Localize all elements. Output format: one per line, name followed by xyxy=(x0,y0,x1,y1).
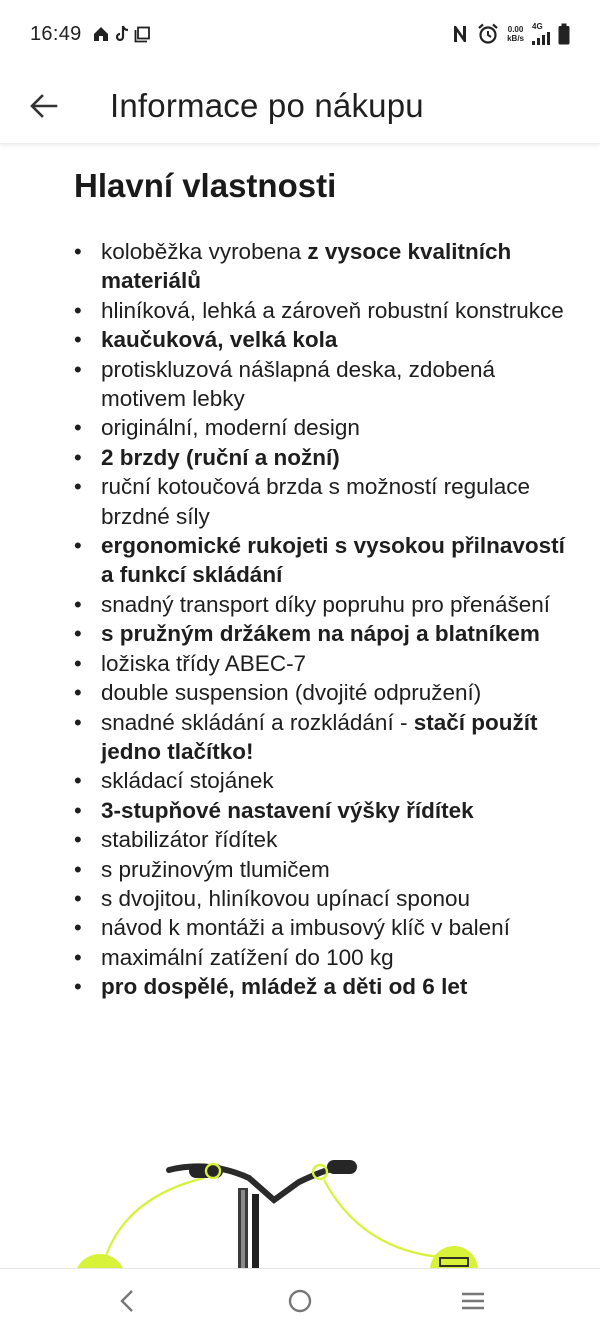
feature-text-bold: 3-stupňové nastavení výšky řídítek xyxy=(101,797,474,823)
feature-item xyxy=(74,325,574,354)
nfc-icon xyxy=(451,24,469,44)
feature-item xyxy=(74,855,574,884)
alarm-icon xyxy=(477,23,499,45)
status-right xyxy=(451,23,570,45)
feature-text-bold: z vysoce kvalitních materiálů xyxy=(101,239,512,294)
feature-text-bold: 2 brzdy (ruční a nožní) xyxy=(101,444,340,470)
feature-item xyxy=(74,237,574,296)
status-time: 16:49 xyxy=(30,22,82,45)
feature-text: ruční kotoučová brzda s možností regulace brzdné síly xyxy=(101,474,530,529)
feature-text: snadné skládání a rozkládání - xyxy=(101,709,414,735)
battery-icon xyxy=(558,23,570,45)
back-button[interactable] xyxy=(14,76,74,136)
status-bar xyxy=(0,0,600,68)
feature-item xyxy=(74,355,574,414)
feature-text: stabilizátor řídítek xyxy=(101,827,278,853)
feature-item xyxy=(74,708,574,767)
feature-item xyxy=(74,649,574,678)
navigation-bar xyxy=(0,1268,600,1333)
feature-item xyxy=(74,943,574,972)
feature-item xyxy=(74,825,574,854)
feature-text: maximální zatížení do 100 kg xyxy=(101,944,394,970)
feature-item xyxy=(74,443,574,472)
feature-item xyxy=(74,766,574,795)
nav-menu-icon xyxy=(460,1291,486,1311)
feature-text-bold: pro dospělé, mládež a děti od 6 let xyxy=(101,974,468,1000)
page-title: Informace po nákupu xyxy=(110,86,424,124)
feature-text: s pružinovým tlumičem xyxy=(101,856,330,882)
feature-text: skládací stojánek xyxy=(101,768,274,794)
signal-icon xyxy=(532,31,550,45)
arrow-left-icon xyxy=(30,94,58,118)
network-indicator xyxy=(532,23,550,45)
section-heading: Hlavní vlastnosti xyxy=(74,167,337,204)
nav-back-button[interactable] xyxy=(97,1276,157,1326)
feature-item xyxy=(74,413,574,442)
nav-menu-button[interactable] xyxy=(443,1276,503,1326)
window-icon xyxy=(134,26,151,43)
tiktok-icon xyxy=(114,25,130,43)
feature-text: hliníková, lehká a zároveň robustní konstrukce xyxy=(101,297,564,323)
feature-item xyxy=(74,972,574,1001)
nav-home-icon xyxy=(287,1288,313,1314)
speed-value: 0.00 xyxy=(507,25,524,34)
feature-text-bold: kaučuková, velká kola xyxy=(101,327,338,353)
status-icons-left xyxy=(92,25,151,43)
home-icon xyxy=(92,25,110,43)
nav-back-icon xyxy=(119,1289,135,1313)
network-speed xyxy=(507,25,524,43)
feature-text: double suspension (dvojité odpružení) xyxy=(101,680,482,706)
product-image xyxy=(74,1160,526,1268)
feature-item xyxy=(74,884,574,913)
feature-text: ložiska třídy ABEC-7 xyxy=(101,650,307,676)
feature-text-bold: ergonomické rukojeti s vysokou přilnavostí a funkcí skládání xyxy=(101,533,565,588)
content-area[interactable] xyxy=(0,145,600,1268)
feature-item xyxy=(74,678,574,707)
feature-item xyxy=(74,296,574,325)
feature-item xyxy=(74,472,574,531)
feature-text: snadný transport díky popruhu pro přenášení xyxy=(101,591,551,617)
speed-unit: kB/s xyxy=(507,34,524,43)
feature-list xyxy=(74,237,574,1002)
feature-text: s dvojitou, hliníkovou upínací sponou xyxy=(101,885,470,911)
feature-text: koloběžka vyrobena xyxy=(101,239,308,264)
app-bar xyxy=(0,68,600,144)
feature-text-bold: s pružným držákem na nápoj a blatníkem xyxy=(101,621,540,647)
feature-text-bold: stačí použít jedno tlačítko! xyxy=(101,709,538,764)
feature-text: originální, moderní design xyxy=(101,415,360,441)
feature-text: návod k montáži a imbusový klíč v balení xyxy=(101,915,510,941)
feature-item xyxy=(74,590,574,619)
feature-item xyxy=(74,913,574,942)
status-left xyxy=(30,23,151,46)
feature-item xyxy=(74,619,574,648)
nav-home-button[interactable] xyxy=(270,1276,330,1326)
feature-text: protiskluzová nášlapná deska, zdobená motivem lebky xyxy=(101,356,496,412)
feature-item xyxy=(74,796,574,825)
feature-item xyxy=(74,531,574,590)
network-type: 4G xyxy=(532,22,543,31)
